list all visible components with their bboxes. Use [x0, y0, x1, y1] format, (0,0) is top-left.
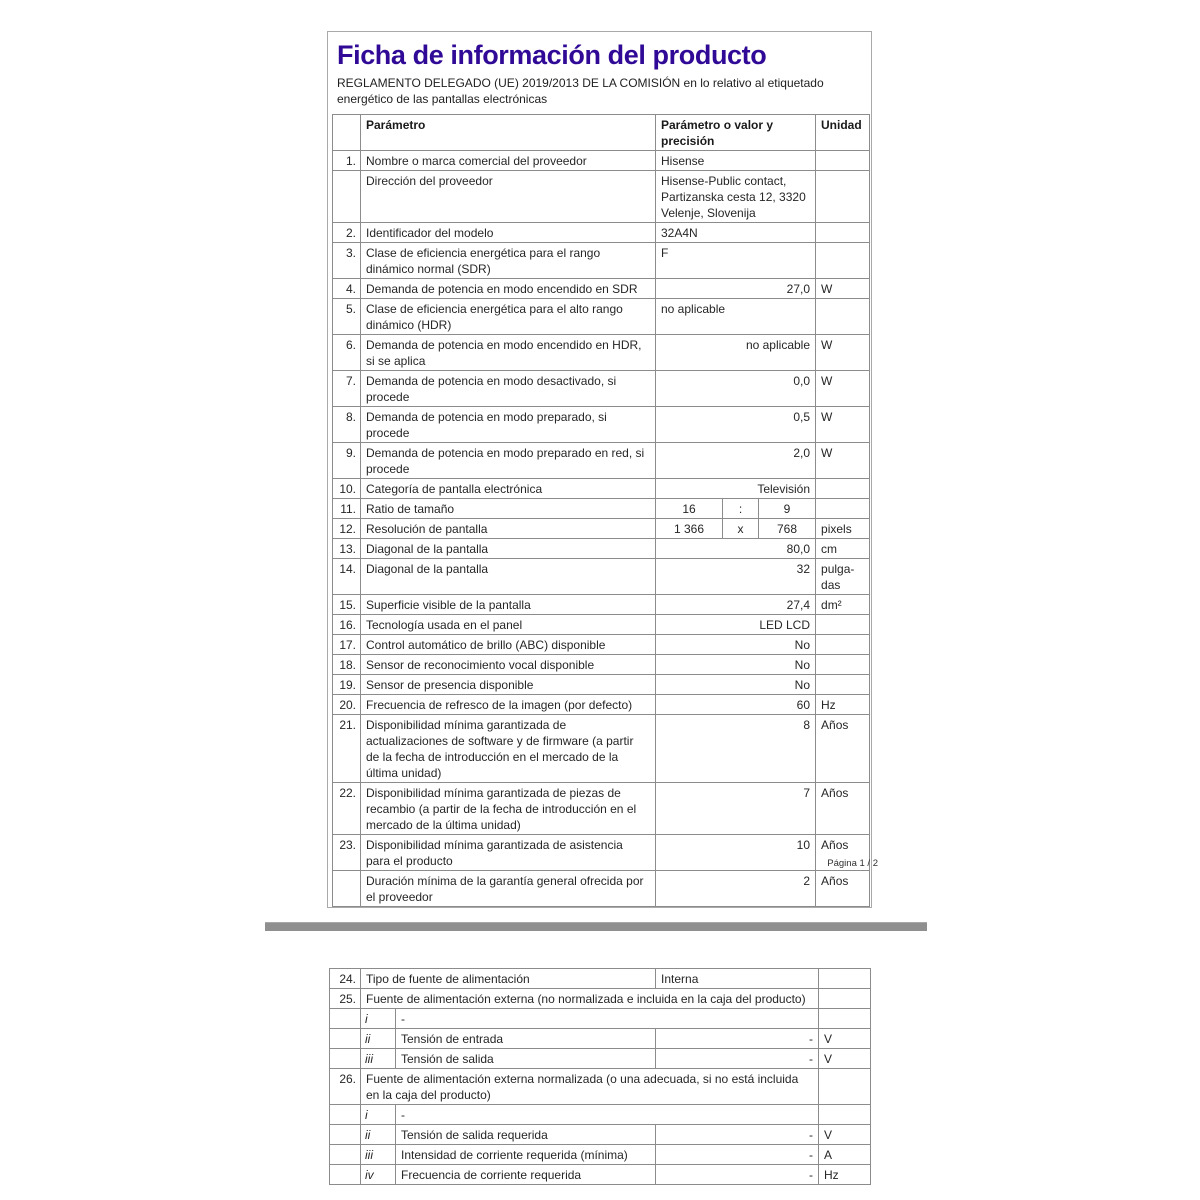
split-separator-cell: x — [723, 519, 759, 539]
page-subtitle: REGLAMENTO DELEGADO (UE) 2019/2013 DE LA COMISIÓN en lo relativo al etiquetado energético de las pantallas electrónicas — [337, 76, 824, 106]
split-separator-cell: : — [723, 499, 759, 519]
row-number-cell: 25. — [330, 989, 361, 1009]
unit-cell: W — [816, 279, 870, 299]
unit-cell — [816, 171, 870, 223]
row-number-cell: 4. — [333, 279, 361, 299]
unit-cell — [816, 675, 870, 695]
row-number-cell — [330, 1105, 361, 1125]
param-label-cell: Superficie visible de la pantalla — [361, 595, 656, 615]
table-row — [333, 479, 870, 499]
row-number-cell — [333, 171, 361, 223]
unit-cell — [816, 223, 870, 243]
row-number-cell: 11. — [333, 499, 361, 519]
value-cell: Hisense — [656, 151, 816, 171]
row-number-cell: 5. — [333, 299, 361, 335]
unit-cell: Hz — [816, 695, 870, 715]
table-row — [330, 1145, 871, 1165]
page-footer: Página 1 / 2 — [827, 858, 878, 869]
split-value-cell: 768 — [759, 519, 816, 539]
table-row — [333, 871, 870, 907]
table-row — [333, 335, 870, 371]
param-label-cell: - — [396, 1105, 819, 1125]
param-label-cell: Categoría de pantalla electrónica — [361, 479, 656, 499]
product-fiche-page-1 — [327, 31, 872, 908]
value-cell: 32A4N — [656, 223, 816, 243]
param-label-cell: Tipo de fuente de alimentación — [361, 969, 656, 989]
row-number-cell: 1. — [333, 151, 361, 171]
row-number-cell: 8. — [333, 407, 361, 443]
row-number-cell — [330, 1165, 361, 1185]
split-value-cell: 16 — [656, 499, 723, 519]
param-label-cell: - — [396, 1009, 819, 1029]
table-row — [333, 443, 870, 479]
unit-cell — [816, 299, 870, 335]
value-cell: - — [656, 1145, 819, 1165]
param-label-cell: Resolución de pantalla — [361, 519, 656, 539]
row-number-cell: 19. — [333, 675, 361, 695]
unit-cell — [819, 1105, 871, 1125]
value-cell: - — [656, 1049, 819, 1069]
value-cell: 80,0 — [656, 539, 816, 559]
table-row — [330, 969, 871, 989]
table-row — [333, 675, 870, 695]
param-label-cell: Intensidad de corriente requerida (mínima) — [396, 1145, 656, 1165]
unit-cell: cm — [816, 539, 870, 559]
header-number-cell — [333, 115, 361, 151]
row-number-cell: 3. — [333, 243, 361, 279]
row-number-cell: 6. — [333, 335, 361, 371]
unit-cell: Hz — [819, 1165, 871, 1185]
unit-cell: pixels — [816, 519, 870, 539]
row-number-cell: 18. — [333, 655, 361, 675]
param-label-cell: Control automático de brillo (ABC) disponible — [361, 635, 656, 655]
unit-cell — [816, 151, 870, 171]
table-row — [333, 655, 870, 675]
row-number-cell: 12. — [333, 519, 361, 539]
table-row — [330, 1105, 871, 1125]
value-cell: 2,0 — [656, 443, 816, 479]
param-label-cell: Tensión de salida — [396, 1049, 656, 1069]
product-parameters-table — [332, 114, 870, 907]
table-row — [330, 1009, 871, 1029]
param-label-cell: Sensor de reconocimiento vocal disponible — [361, 655, 656, 675]
value-cell: Hisense-Public contact, Partizanska cesta 12, 3320 Velenje, Slovenija — [656, 171, 816, 223]
param-label-cell: Diagonal de la pantalla — [361, 559, 656, 595]
param-label-cell: Tensión de entrada — [396, 1029, 656, 1049]
table-row — [333, 695, 870, 715]
param-label-cell: Demanda de potencia en modo encendido en HDR, si se aplica — [361, 335, 656, 371]
param-label-cell: Identificador del modelo — [361, 223, 656, 243]
value-cell: no aplicable — [656, 299, 816, 335]
page-title: Ficha de información del producto — [337, 40, 767, 70]
param-label-cell: Fuente de alimentación externa normalizada (o una adecuada, si no está incluida en la caja del producto) — [361, 1069, 819, 1105]
table-row — [333, 371, 870, 407]
row-number-cell — [330, 1029, 361, 1049]
table-row — [333, 499, 870, 519]
unit-cell: V — [819, 1029, 871, 1049]
param-label-cell: Duración mínima de la garantía general ofrecida por el proveedor — [361, 871, 656, 907]
unit-cell: W — [816, 371, 870, 407]
table-row — [333, 519, 870, 539]
table-row — [333, 151, 870, 171]
table-row — [330, 1029, 871, 1049]
unit-cell: Años — [816, 835, 870, 871]
table-row — [330, 1165, 871, 1185]
param-label-cell: Disponibilidad mínima garantizada de piezas de recambio (a partir de la fecha de introducción en el mercado de la última unidad) — [361, 783, 656, 835]
unit-cell: W — [816, 407, 870, 443]
value-cell: 32 — [656, 559, 816, 595]
row-number-cell — [330, 1049, 361, 1069]
unit-cell — [816, 499, 870, 519]
row-number-cell: 7. — [333, 371, 361, 407]
param-label-cell: Demanda de potencia en modo preparado, si procede — [361, 407, 656, 443]
unit-cell: dm² — [816, 595, 870, 615]
table-row — [330, 1049, 871, 1069]
param-label-cell: Demanda de potencia en modo preparado en red, si procede — [361, 443, 656, 479]
value-cell: No — [656, 655, 816, 675]
value-cell: Interna — [656, 969, 819, 989]
row-number-cell: 24. — [330, 969, 361, 989]
power-supply-table — [329, 968, 871, 1185]
param-label-cell: Dirección del proveedor — [361, 171, 656, 223]
param-label-cell: Demanda de potencia en modo encendido en SDR — [361, 279, 656, 299]
table-row — [330, 1069, 871, 1105]
unit-cell — [816, 635, 870, 655]
unit-cell — [819, 969, 871, 989]
unit-cell: W — [816, 443, 870, 479]
row-number-cell: 26. — [330, 1069, 361, 1105]
unit-cell: V — [819, 1125, 871, 1145]
value-cell: Televisión — [656, 479, 816, 499]
sub-number-cell: iv — [361, 1165, 396, 1185]
row-number-cell: 14. — [333, 559, 361, 595]
value-cell: - — [656, 1029, 819, 1049]
row-number-cell — [330, 1125, 361, 1145]
value-cell: LED LCD — [656, 615, 816, 635]
table-row — [333, 615, 870, 635]
unit-cell — [816, 655, 870, 675]
param-label-cell: Clase de eficiencia energética para el alto rango dinámico (HDR) — [361, 299, 656, 335]
table-row — [333, 539, 870, 559]
row-number-cell — [333, 871, 361, 907]
value-cell: 10 — [656, 835, 816, 871]
table-row — [333, 171, 870, 223]
unit-cell — [819, 1069, 871, 1105]
sub-number-cell: i — [361, 1009, 396, 1029]
row-number-cell: 13. — [333, 539, 361, 559]
row-number-cell: 10. — [333, 479, 361, 499]
unit-cell: Años — [816, 783, 870, 835]
row-number-cell: 20. — [333, 695, 361, 715]
value-cell: 27,0 — [656, 279, 816, 299]
value-cell: 27,4 — [656, 595, 816, 615]
unit-cell — [819, 1009, 871, 1029]
row-number-cell — [330, 1009, 361, 1029]
value-cell: no aplicable — [656, 335, 816, 371]
row-number-cell: 16. — [333, 615, 361, 635]
unit-cell: Años — [816, 715, 870, 783]
sub-number-cell: ii — [361, 1125, 396, 1145]
unit-cell — [819, 989, 871, 1009]
row-number-cell: 21. — [333, 715, 361, 783]
unit-cell — [816, 243, 870, 279]
table-row — [333, 279, 870, 299]
split-value-cell: 9 — [759, 499, 816, 519]
header-value-cell: Parámetro o valor y precisión — [656, 115, 816, 151]
value-cell: No — [656, 675, 816, 695]
table-row — [333, 407, 870, 443]
unit-cell — [816, 615, 870, 635]
table-row — [333, 299, 870, 335]
row-number-cell: 2. — [333, 223, 361, 243]
unit-cell: Años — [816, 871, 870, 907]
value-cell: - — [656, 1125, 819, 1145]
value-cell: - — [656, 1165, 819, 1185]
row-number-cell: 9. — [333, 443, 361, 479]
param-label-cell: Frecuencia de refresco de la imagen (por defecto) — [361, 695, 656, 715]
row-number-cell: 15. — [333, 595, 361, 615]
sub-number-cell: iii — [361, 1145, 396, 1165]
unit-cell: W — [816, 335, 870, 371]
param-label-cell: Frecuencia de corriente requerida — [396, 1165, 656, 1185]
param-label-cell: Disponibilidad mínima garantizada de actualizaciones de software y de firmware (a partir de la fecha de introducción en el mercado de la última unidad) — [361, 715, 656, 783]
table-row — [333, 635, 870, 655]
page-separator-bar — [265, 922, 927, 931]
header-unit-cell: Unidad — [816, 115, 870, 151]
table-row — [333, 783, 870, 835]
sub-number-cell: ii — [361, 1029, 396, 1049]
product-fiche-page-2 — [329, 968, 871, 1185]
table-row — [333, 223, 870, 243]
table-row — [333, 559, 870, 595]
table-row — [333, 243, 870, 279]
unit-cell — [816, 479, 870, 499]
table-row — [333, 595, 870, 615]
value-cell: 0,5 — [656, 407, 816, 443]
value-cell: 60 — [656, 695, 816, 715]
value-cell: 2 — [656, 871, 816, 907]
row-number-cell: 23. — [333, 835, 361, 871]
split-value-cell: 1 366 — [656, 519, 723, 539]
param-label-cell: Disponibilidad mínima garantizada de asistencia para el producto — [361, 835, 656, 871]
row-number-cell: 17. — [333, 635, 361, 655]
sub-number-cell: iii — [361, 1049, 396, 1069]
unit-cell: A — [819, 1145, 871, 1165]
header-parameter-cell: Parámetro — [361, 115, 656, 151]
param-label-cell: Clase de eficiencia energética para el rango dinámico normal (SDR) — [361, 243, 656, 279]
row-number-cell — [330, 1145, 361, 1165]
sub-number-cell: i — [361, 1105, 396, 1125]
table-row — [330, 989, 871, 1009]
param-label-cell: Demanda de potencia en modo desactivado, si procede — [361, 371, 656, 407]
value-cell: F — [656, 243, 816, 279]
value-cell: No — [656, 635, 816, 655]
table-row — [330, 1125, 871, 1145]
row-number-cell: 22. — [333, 783, 361, 835]
unit-cell: V — [819, 1049, 871, 1069]
table-row — [333, 715, 870, 783]
param-label-cell: Diagonal de la pantalla — [361, 539, 656, 559]
param-label-cell: Ratio de tamaño — [361, 499, 656, 519]
param-label-cell: Nombre o marca comercial del proveedor — [361, 151, 656, 171]
unit-cell: pulga-das — [816, 559, 870, 595]
value-cell: 7 — [656, 783, 816, 835]
value-cell: 8 — [656, 715, 816, 783]
value-cell: 0,0 — [656, 371, 816, 407]
table-header-row — [333, 115, 870, 151]
param-label-cell: Tensión de salida requerida — [396, 1125, 656, 1145]
param-label-cell: Tecnología usada en el panel — [361, 615, 656, 635]
param-label-cell: Sensor de presencia disponible — [361, 675, 656, 695]
param-label-cell: Fuente de alimentación externa (no normalizada e incluida en la caja del producto) — [361, 989, 819, 1009]
